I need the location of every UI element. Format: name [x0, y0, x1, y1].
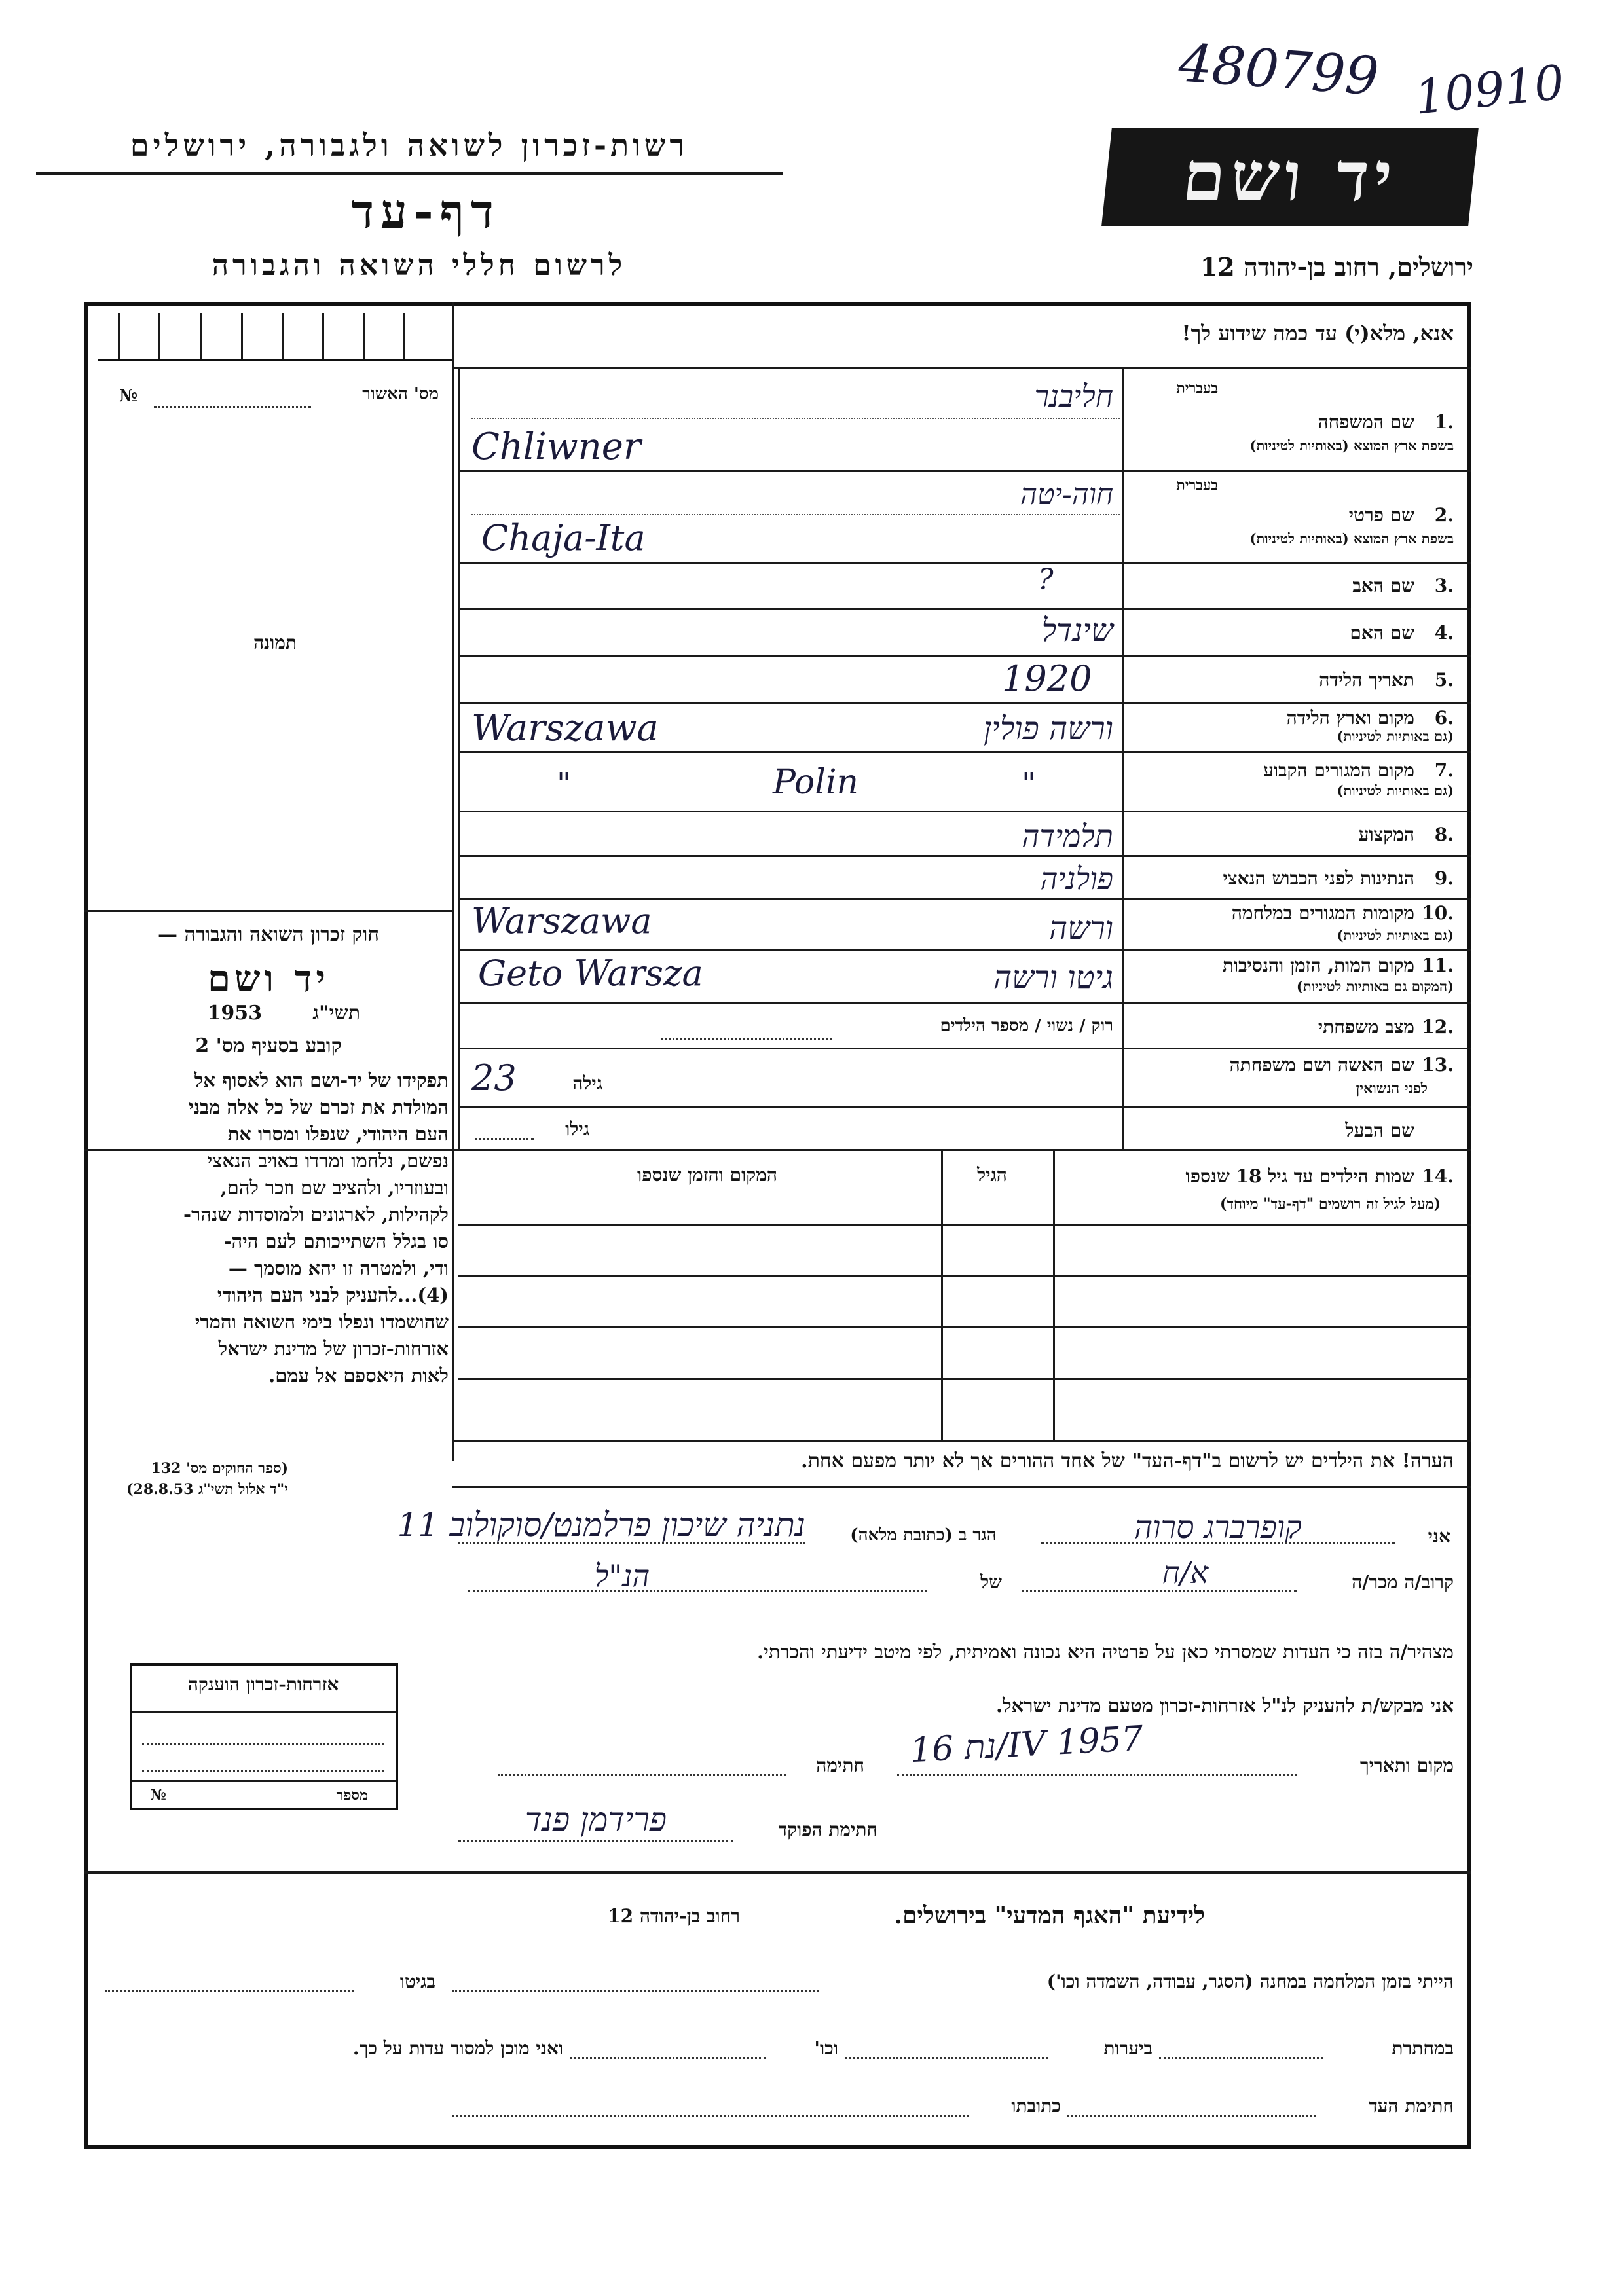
birth-place-latin[interactable]: Warszawa [471, 707, 659, 750]
footer-line2-testimony: ואני מוכן למסור עדות על כך. [352, 2037, 563, 2059]
law-line-7: סו בגלל השתייכותם לעם היה- [223, 1230, 449, 1252]
children-row-sep-3 [458, 1378, 1471, 1380]
field-6-sub: (גם באותיות לטיניות) [1337, 728, 1454, 744]
footer-ghetto-line[interactable] [105, 1990, 354, 1992]
officer-signature-label: חתימת הפוקד [778, 1819, 877, 1840]
file-number-handwritten: 480799 [1177, 32, 1381, 107]
first-name-hebrew[interactable]: חוה-יטה [1020, 478, 1113, 511]
of-label: של [980, 1571, 1002, 1593]
law-title: חוק זכרון השואה והגבורה — [158, 923, 379, 946]
footer-line2-etc: וכו' [814, 2037, 838, 2059]
field-1-number: 1. [1434, 411, 1454, 433]
row-sep-6 [458, 751, 1471, 753]
officer-signature[interactable]: פרידמן פנד [525, 1800, 667, 1838]
authority-underline [36, 172, 783, 175]
approval-no-symbol: № [119, 386, 138, 406]
field-2-number: 2. [1434, 504, 1454, 526]
left-column-divider [452, 302, 454, 1461]
photo-label: תמונה [253, 632, 297, 653]
children-row-sep-2 [458, 1326, 1471, 1328]
wife-age-label: גילה [572, 1072, 602, 1094]
law-year-he: תשי"ג [312, 1002, 360, 1025]
law-name: יד ושם [207, 957, 330, 1000]
code-boxes [98, 313, 452, 361]
footer-witness-address-line[interactable] [452, 2115, 969, 2117]
footer-etc-line[interactable] [570, 2057, 766, 2059]
declaration-statement: מצהיר/ה בזה כי העדות שמסרתי כאן על פרטיה היא נכונה ואמיתית, לפי מיטב ידיעתי והכרתי. [757, 1641, 1454, 1663]
law-ref-2: י"ד אלול תשי"ג 28.8.53) [126, 1481, 288, 1498]
field-1-he-line [471, 418, 1120, 419]
children-col-divider-1 [1053, 1149, 1055, 1440]
yad-vashem-logo [1101, 128, 1479, 226]
instruction-text: אנא, מלא(י) עד כמה שידוע לך! [1181, 321, 1454, 346]
field-6-label: מקום וארץ הלידה [1286, 707, 1414, 729]
law-line-9: (4)...להעניק לבני העם היהודי [217, 1284, 449, 1306]
footer-title: לידיעת "האגף המדעי" בירושלים. [894, 1902, 1205, 1929]
death-place-latin[interactable]: Geto Warsza [478, 953, 703, 994]
officer-signature-line [458, 1840, 733, 1842]
field-12-number: 12. [1422, 1016, 1454, 1038]
husband-age-label: גילו [565, 1118, 589, 1140]
citizenship-line-1[interactable] [142, 1743, 384, 1745]
field-3-label: שם האב [1352, 575, 1414, 596]
field-6-number: 6. [1434, 707, 1454, 729]
field-2-label: שם פרטי [1348, 504, 1414, 526]
law-line-8: ודי, ולמטרה זו יהא מוסמך — [228, 1257, 449, 1279]
footer-address: רחוב בן-יהודה 12 [608, 1905, 740, 1927]
law-line-5: ובעוזריו, ולהציב שם וזכר להם, [220, 1176, 449, 1199]
law-line-6: לקהילות, לארגונים ולמוסדות שנהר- [183, 1203, 449, 1226]
field-7-label: מקום המגורים הקבוע [1263, 759, 1414, 781]
value-column-left-border [458, 367, 460, 1149]
law-line-3: העם היהודי, שנפלו ומסרו את [227, 1123, 449, 1145]
law-line-1: תפקידו של יד-ושם הוא לאסוף אל [194, 1069, 449, 1091]
residence-ditto-latin[interactable]: " [557, 766, 572, 803]
label-column-divider [1122, 367, 1124, 1149]
declarant-ani-label: אני [1428, 1525, 1450, 1547]
field-1-sub-latin: בשפת ארץ המוצא (באותיות לטיניות) [1249, 437, 1454, 454]
signature-line[interactable] [498, 1774, 786, 1776]
footer-line3-witness-signature: חתימת העד [1369, 2095, 1454, 2117]
field-2-sub-he: בעברית [1176, 477, 1218, 494]
row-sep-1 [458, 470, 1471, 472]
field-8-number: 8. [1434, 824, 1454, 845]
row-sep-5 [458, 702, 1471, 704]
field-11-label: מקום המות, הזמן והנסיבות [1222, 955, 1414, 976]
mother-name-value[interactable]: שינדל [1041, 612, 1113, 649]
field-10-number: 10. [1422, 902, 1454, 924]
marital-status-line[interactable] [661, 1038, 832, 1040]
father-name-value[interactable]: ? [1038, 563, 1054, 596]
children-row-sep-1 [458, 1275, 1471, 1277]
field-8-label: המקצוע [1358, 824, 1414, 845]
field-4-label: שם האם [1350, 622, 1414, 644]
citizenship-box [130, 1663, 398, 1810]
first-name-latin[interactable]: Chaja-Ita [481, 517, 646, 558]
institution-address: ירושלים, רחוב בן-יהודה 12 [1200, 252, 1473, 282]
of-line [468, 1590, 927, 1592]
field-5-number: 5. [1434, 669, 1454, 691]
declarant-address[interactable]: נתניה שיכון פרלמנט/סוקולוב 11 [397, 1506, 805, 1544]
death-place-hebrew[interactable]: גיטו ורשה [993, 959, 1113, 996]
law-body [92, 1067, 449, 1389]
row-sep-3 [458, 608, 1471, 610]
husband-label: שם הבעל [1345, 1120, 1414, 1141]
footer-top-border [84, 1871, 1471, 1874]
footer-forests-line[interactable] [845, 2057, 1048, 2059]
row-sep-13 [458, 1106, 1471, 1108]
citizenship-box-title: אזרחות-זכרון הוענקה [187, 1673, 339, 1695]
row-sep-10 [458, 949, 1471, 951]
footer-underground-line[interactable] [1159, 2057, 1323, 2059]
field-13-label: שם האשה ושם משפחתה [1229, 1054, 1414, 1076]
footer-line3-address: כתובתו [1011, 2095, 1061, 2117]
law-line-10: שהושמדו ונפלו בימי השואה והמרי [194, 1311, 449, 1333]
family-name-hebrew[interactable]: חליבנר [1034, 378, 1113, 414]
footer-line2-underground: במחתרת [1392, 2037, 1454, 2059]
field-3-number: 3. [1434, 575, 1454, 596]
approval-number-line[interactable] [154, 406, 311, 408]
children-col-age: הגיל [977, 1164, 1007, 1186]
wife-age-value[interactable]: 23 [471, 1057, 517, 1099]
law-line-2: המולדת את זכרם של כל אלה מבני [189, 1096, 449, 1118]
photo-area-bottom [84, 910, 452, 912]
husband-age-line[interactable] [475, 1138, 534, 1140]
citizenship-number-symbol: № [151, 1787, 166, 1804]
of-value[interactable]: הנ"ל [594, 1558, 650, 1594]
residence-country-latin[interactable]: Polin [773, 763, 858, 802]
field-2-sub-latin: בשפת ארץ המוצא (באותיות לטיניות) [1249, 530, 1454, 547]
relative-label: קרוב/ה מכר/ה [1352, 1571, 1454, 1593]
marital-status-options: רוק / נשוי / מספר הילדים [940, 1016, 1113, 1036]
wartime-residence-latin[interactable]: Warszawa [471, 900, 652, 941]
note-bottom [452, 1486, 1471, 1488]
declaration-request: אני מבקש/ת להעניק לנ"ל אזרחות-זכרון מטעם מדינת ישראל. [995, 1694, 1454, 1717]
law-line-4: נפשם, נלחמו ומרדו באויב הנאצי [207, 1150, 449, 1172]
citizenship-line-2[interactable] [142, 1770, 384, 1772]
field-10-sub: (גם באותיות לטיניות) [1337, 927, 1454, 943]
children-title: שמות הילדים עד גיל 18 שנספו [1185, 1165, 1414, 1187]
doc-subtitle: לרשום חללי השואה והגבורה [212, 249, 627, 282]
relation-line [1022, 1590, 1297, 1592]
children-header-sep [458, 1224, 1471, 1226]
law-line-11: אזרחות-זכרון של מדינת ישראל [218, 1338, 449, 1360]
field-12-label: מצב משפחתי [1318, 1016, 1414, 1038]
children-col-place: המקום והזמן שנספו [637, 1164, 777, 1186]
wartime-residence-hebrew[interactable]: ורשה [1049, 910, 1113, 947]
authority-name: רשות-זכרון לשואה ולגבורה, ירושלים [130, 128, 689, 163]
law-line-12: לאות היאספם אל עמם. [268, 1364, 449, 1387]
field-13-sub: לפני הנשואין [1356, 1080, 1428, 1097]
law-ref-1: (ספר החוקים מס' 132 [151, 1460, 288, 1477]
field-7-sub: (גם באותיות לטיניות) [1337, 782, 1454, 799]
logo-text: יד ושם [1179, 136, 1401, 217]
field-7-number: 7. [1434, 759, 1454, 781]
children-note: הערה! את הילדים יש לרשום ב"דף-העד" של אחד ההורים אך לא יותר מפעם אחת. [801, 1449, 1454, 1472]
family-name-latin[interactable]: Chliwner [471, 426, 641, 468]
declarant-name-line [1041, 1542, 1395, 1544]
birth-place-hebrew[interactable]: ורשה פולין [984, 710, 1113, 747]
row-sep-2 [458, 562, 1471, 564]
field-1-sub-he: בעברית [1176, 380, 1218, 397]
citizenship-number-label: מספר [336, 1787, 368, 1804]
field-9-number: 9. [1434, 867, 1454, 889]
footer-line2-forests: ביערות [1103, 2037, 1153, 2059]
place-date-label: מקום ותאריך [1359, 1755, 1454, 1776]
field-11-number: 11. [1422, 955, 1454, 976]
residence-ditto-hebrew[interactable]: " [1022, 766, 1037, 803]
field-10-label: מקומות המגורים במלחמה [1231, 902, 1414, 924]
doc-title: דף-עד [351, 183, 500, 239]
relation-value[interactable]: א/ח [1162, 1555, 1209, 1590]
approval-label: מס' האשור [362, 384, 439, 404]
field-4-number: 4. [1434, 622, 1454, 644]
signature-label: חתימה [816, 1755, 864, 1776]
field-5-label: תאריך הלידה [1319, 669, 1414, 691]
field-2-he-line [471, 514, 1120, 515]
field-11-sub: (המקום גם באותיות לטיניות) [1296, 978, 1454, 994]
footer-camp-line[interactable] [452, 1990, 819, 1992]
citizenship-box-sep-2 [132, 1780, 396, 1782]
field-13-number: 13. [1422, 1054, 1454, 1076]
birth-date-value[interactable]: 1920 [1002, 658, 1092, 699]
children-table-bottom [452, 1440, 1471, 1442]
children-col-divider-2 [941, 1149, 943, 1440]
footer-line1-ghetto: בגיטו [399, 1971, 435, 1992]
law-year: 1953 [207, 1002, 262, 1025]
row-sep-12 [458, 1048, 1471, 1049]
field-14-number: 14. [1422, 1165, 1454, 1187]
nationality-value[interactable]: פולניה [1040, 861, 1113, 896]
page-number-handwritten: 10910 [1412, 54, 1567, 125]
field-9-label: הנתינות לפני הכבוש הנאצי [1223, 867, 1414, 889]
citizenship-box-sep-1 [132, 1711, 396, 1713]
children-subtitle: (מעל לגיל זה רושמים "דף-עד" מיוחד) [1220, 1195, 1441, 1212]
occupation-value[interactable]: תלמידה [1022, 818, 1113, 854]
row-sep-7 [458, 811, 1471, 812]
row-sep-8 [458, 855, 1471, 857]
resides-label: הגר ב (כתובת מלאה) [850, 1525, 997, 1545]
instruction-row-bottom [452, 367, 1471, 369]
footer-line1-camp: הייתי בזמן המלחמה במחנה (הסגר, עבודה, השמדה וכו') [1046, 1971, 1454, 1992]
field-1-label: שם המשפחה [1318, 411, 1414, 433]
row-sep-4 [458, 655, 1471, 657]
law-clause: קובע בסעיף מס' 2 [195, 1034, 342, 1057]
declarant-name[interactable]: קופרברג סרוה [1134, 1509, 1302, 1546]
row-sep-11 [458, 1002, 1471, 1004]
footer-witness-signature-line[interactable] [1067, 2115, 1316, 2117]
place-date-line [897, 1774, 1297, 1776]
declarant-address-line [458, 1542, 805, 1544]
place-date-value[interactable]: נת 16/IV 1957 [909, 1719, 1145, 1771]
